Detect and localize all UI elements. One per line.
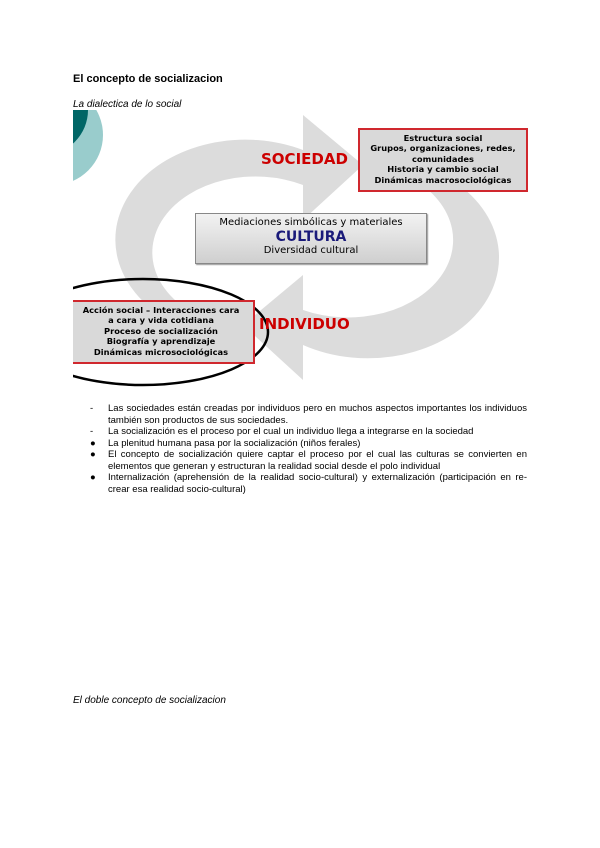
bullet-dot-icon: ● [90, 472, 96, 483]
section-subtitle-doble-concepto: El doble concepto de socializacion [73, 695, 226, 706]
list-item [90, 403, 527, 426]
list-item-text: La plenitud humana pasa por la socialización (niños ferales) [108, 437, 361, 449]
dash-marker: - [90, 426, 94, 437]
sociedad-line: comunidades [412, 153, 474, 164]
dash-marker: - [90, 403, 94, 414]
sociedad-box [358, 128, 528, 192]
list-item-text: Internalización (aprehensión de la realidad socio-cultural) y externalización (participación en re-crear esa realidad socio-cultural) [108, 472, 527, 495]
list-item [90, 438, 527, 450]
list-item [90, 426, 527, 438]
individuo-line: Proceso de socialización [104, 325, 218, 336]
sociedad-line: Estructura social [403, 133, 483, 143]
bullet-dot-icon: ● [90, 449, 96, 460]
arrow-down-left [243, 170, 499, 380]
individuo-line: a cara y vida cotidiana [108, 315, 214, 326]
list-item-text: El concepto de socialización quiere captar el proceso por el cual las culturas se convierten en elementos que generan y estructuran la realidad social desde el polo individual [108, 449, 527, 472]
sociedad-line: Historia y cambio social [387, 164, 499, 175]
page-title: El concepto de socializacion [73, 73, 223, 85]
individuo-line: Biografía y aprendizaje [106, 336, 216, 347]
dialectic-diagram [73, 110, 543, 390]
sociedad-line: Grupos, organizaciones, redes, [370, 143, 516, 154]
individuo-line: Dinámicas microsociológicas [93, 346, 229, 357]
cultura-title: CULTURA [275, 229, 347, 245]
sociedad-label: SOCIEDAD [261, 150, 348, 168]
bullet-dot-icon: ● [90, 437, 96, 449]
list-item [90, 472, 527, 495]
cultura-box [195, 213, 427, 264]
individuo-box [73, 300, 255, 364]
sociedad-line: Dinámicas macrosociológicas [374, 174, 512, 185]
individuo-line: Acción social – Interacciones cara [82, 305, 240, 315]
list-item-text: La socialización es el proceso por el cual un individuo llega a integrarse en la sociedad [108, 426, 474, 437]
section-subtitle-dialectica: La dialectica de lo social [73, 99, 182, 110]
bullet-list [90, 403, 527, 495]
individuo-label: INDIVIDUO [259, 315, 350, 333]
list-item-text: Las sociedades están creadas por individuos pero en muchos aspectos importantes los individuos también son productos de sus sociedades. [108, 403, 527, 426]
cultura-top-line: Mediaciones simbólicas y materiales [219, 217, 403, 228]
list-item [90, 449, 527, 472]
cultura-bottom-line: Diversidad cultural [263, 245, 359, 256]
